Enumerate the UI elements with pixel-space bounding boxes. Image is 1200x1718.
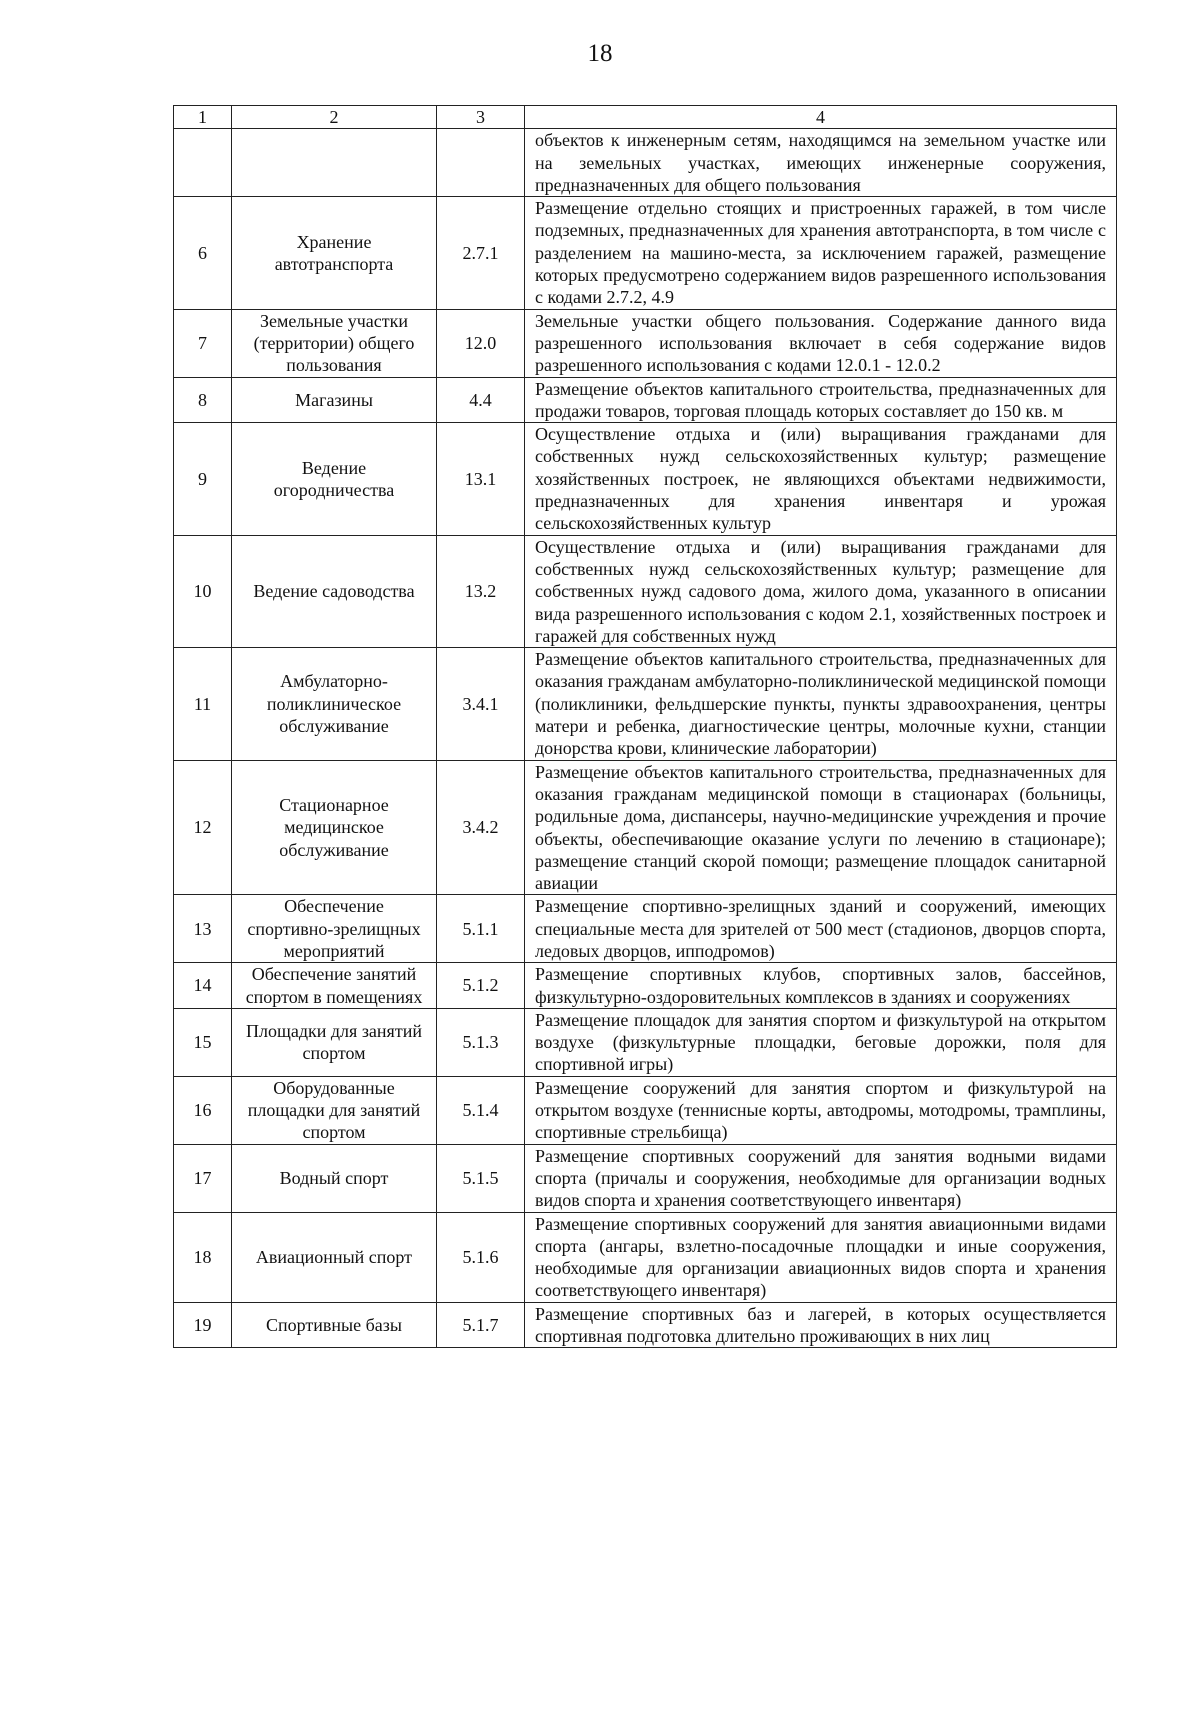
use-type-description: Размещение спортивных клубов, спортивных залов, бассейнов, физкультурно-оздоровительных комплексов в зданиях и сооружениях [525, 963, 1117, 1009]
table-row [174, 377, 1117, 423]
use-type-code: 5.1.1 [437, 895, 525, 963]
use-type-description: Размещение объектов капитального строительства, предназначенных для оказания гражданам медицинской помощи в стационарах (больницы, родильные дома, диспансеры, научно-медицинские учреждения и прочие объекты, обеспечивающие оказание услуги по лечению в стационаре); размещение станций скорой помощи; размещение площадок санитарной авиации [525, 760, 1117, 895]
page-number: 18 [587, 40, 613, 67]
use-type-name: Площадки для занятий спортом [232, 1008, 437, 1076]
use-type-code: 5.1.6 [437, 1212, 525, 1302]
use-type-name: Оборудованные площадки для занятий спортом [232, 1076, 437, 1144]
row-number: 10 [174, 535, 232, 647]
use-type-name: Водный спорт [232, 1144, 437, 1212]
use-type-description: Земельные участки общего пользования. Содержание данного вида разрешенного использования включает в себя содержание видов разрешенного использования с кодами 12.0.1 - 12.0.2 [525, 309, 1117, 377]
use-type-name: Спортивные базы [232, 1302, 437, 1348]
use-type-description: Размещение спортивных сооружений для занятия авиационными видами спорта (ангары, взлетно-посадочные площадки и иные сооружения, необходимые для организации авиационных видов спорта и хранения соответствующего инвентаря) [525, 1212, 1117, 1302]
header-row [174, 106, 1117, 129]
use-type-description: Осуществление отдыха и (или) выращивания гражданами для собственных нужд сельскохозяйственных культур; размещение для собственных нужд садового дома, жилого дома, указанного в описании вида разрешенного использования с кодом 2.1, хозяйственных построек и гаражей для собственных нужд [525, 535, 1117, 647]
use-type-description: Размещение спортивных баз и лагерей, в которых осуществляется спортивная подготовка длительно проживающих в них лиц [525, 1302, 1117, 1348]
table-row [174, 129, 1117, 197]
use-type-name: Стационарное медицинское обслуживание [232, 760, 437, 895]
use-type-description: объектов к инженерным сетям, находящимся на земельном участке или на земельных участках, имеющих инженерные сооружения, предназначенных для общего пользования [525, 129, 1117, 197]
use-type-code [437, 129, 525, 197]
use-type-description: Размещение объектов капитального строительства, предназначенных для продажи товаров, торговая площадь которых составляет до 150 кв. м [525, 377, 1117, 423]
use-type-name: Обеспечение спортивно-зрелищных мероприятий [232, 895, 437, 963]
row-number: 15 [174, 1008, 232, 1076]
use-type-name: Авиационный спорт [232, 1212, 437, 1302]
table-row [174, 309, 1117, 377]
table-row [174, 197, 1117, 309]
row-number: 8 [174, 377, 232, 423]
table-row [174, 1076, 1117, 1144]
row-number: 18 [174, 1212, 232, 1302]
use-type-description: Размещение спортивно-зрелищных зданий и сооружений, имеющих специальные места для зрителей от 500 мест (стадионов, дворцов спорта, ледовых дворцов, ипподромов) [525, 895, 1117, 963]
use-type-code: 5.1.4 [437, 1076, 525, 1144]
use-type-code: 2.7.1 [437, 197, 525, 309]
use-type-code: 5.1.7 [437, 1302, 525, 1348]
table-row [174, 648, 1117, 760]
header-col-1: 1 [174, 106, 232, 129]
use-type-code: 13.2 [437, 535, 525, 647]
row-number: 19 [174, 1302, 232, 1348]
use-type-code: 5.1.2 [437, 963, 525, 1009]
use-type-code: 3.4.1 [437, 648, 525, 760]
row-number: 14 [174, 963, 232, 1009]
use-type-description: Размещение объектов капитального строительства, предназначенных для оказания гражданам амбулаторно-поликлинической медицинской помощи (поликлиники, фельдшерские пункты, пункты здравоохранения, центры матери и ребенка, диагностические центры, молочные кухни, станции донорства крови, клинические лаборатории) [525, 648, 1117, 760]
row-number: 7 [174, 309, 232, 377]
table-row [174, 895, 1117, 963]
header-col-2: 2 [232, 106, 437, 129]
use-type-description: Размещение сооружений для занятия спортом и физкультурой на открытом воздухе (теннисные корты, автодромы, мотодромы, трамплины, спортивные стрельбища) [525, 1076, 1117, 1144]
use-type-code: 12.0 [437, 309, 525, 377]
use-type-name: Земельные участки (территории) общего пользования [232, 309, 437, 377]
table-row [174, 1212, 1117, 1302]
row-number: 9 [174, 423, 232, 535]
use-type-code: 13.1 [437, 423, 525, 535]
use-type-description: Размещение площадок для занятия спортом и физкультурой на открытом воздухе (физкультурные площадки, беговые дорожки, поля для спортивной игры) [525, 1008, 1117, 1076]
use-type-name: Магазины [232, 377, 437, 423]
table-row [174, 1144, 1117, 1212]
row-number: 17 [174, 1144, 232, 1212]
table-row [174, 1008, 1117, 1076]
use-type-name: Хранение автотранспорта [232, 197, 437, 309]
header-col-4: 4 [525, 106, 1117, 129]
use-type-name: Ведение огородничества [232, 423, 437, 535]
table-row [174, 1302, 1117, 1348]
use-type-name: Обеспечение занятий спортом в помещениях [232, 963, 437, 1009]
use-type-code: 5.1.3 [437, 1008, 525, 1076]
use-type-name [232, 129, 437, 197]
row-number: 13 [174, 895, 232, 963]
header-col-3: 3 [437, 106, 525, 129]
row-number: 12 [174, 760, 232, 895]
use-type-description: Размещение спортивных сооружений для занятия водными видами спорта (причалы и сооружения, необходимые для организации водных видов спорта и хранения соответствующего инвентаря) [525, 1144, 1117, 1212]
use-type-description: Осуществление отдыха и (или) выращивания гражданами для собственных нужд сельскохозяйственных культур; размещение хозяйственных построек, не являющихся объектами недвижимости, предназначенных для хранения инвентаря и урожая сельскохозяйственных культур [525, 423, 1117, 535]
use-type-description: Размещение отдельно стоящих и пристроенных гаражей, в том числе подземных, предназначенных для хранения автотранспорта, в том числе с разделением на машино-места, за исключением гаражей, размещение которых предусмотрено содержанием видов разрешенного использования с кодами 2.7.2, 4.9 [525, 197, 1117, 309]
row-number [174, 129, 232, 197]
use-type-name: Ведение садоводства [232, 535, 437, 647]
table-row [174, 535, 1117, 647]
table-row [174, 963, 1117, 1009]
row-number: 6 [174, 197, 232, 309]
land-use-table [173, 105, 1117, 1348]
use-type-code: 5.1.5 [437, 1144, 525, 1212]
use-type-code: 4.4 [437, 377, 525, 423]
use-type-name: Амбулаторно-поликлиническое обслуживание [232, 648, 437, 760]
table-row [174, 423, 1117, 535]
table-row [174, 760, 1117, 895]
row-number: 16 [174, 1076, 232, 1144]
use-type-code: 3.4.2 [437, 760, 525, 895]
row-number: 11 [174, 648, 232, 760]
